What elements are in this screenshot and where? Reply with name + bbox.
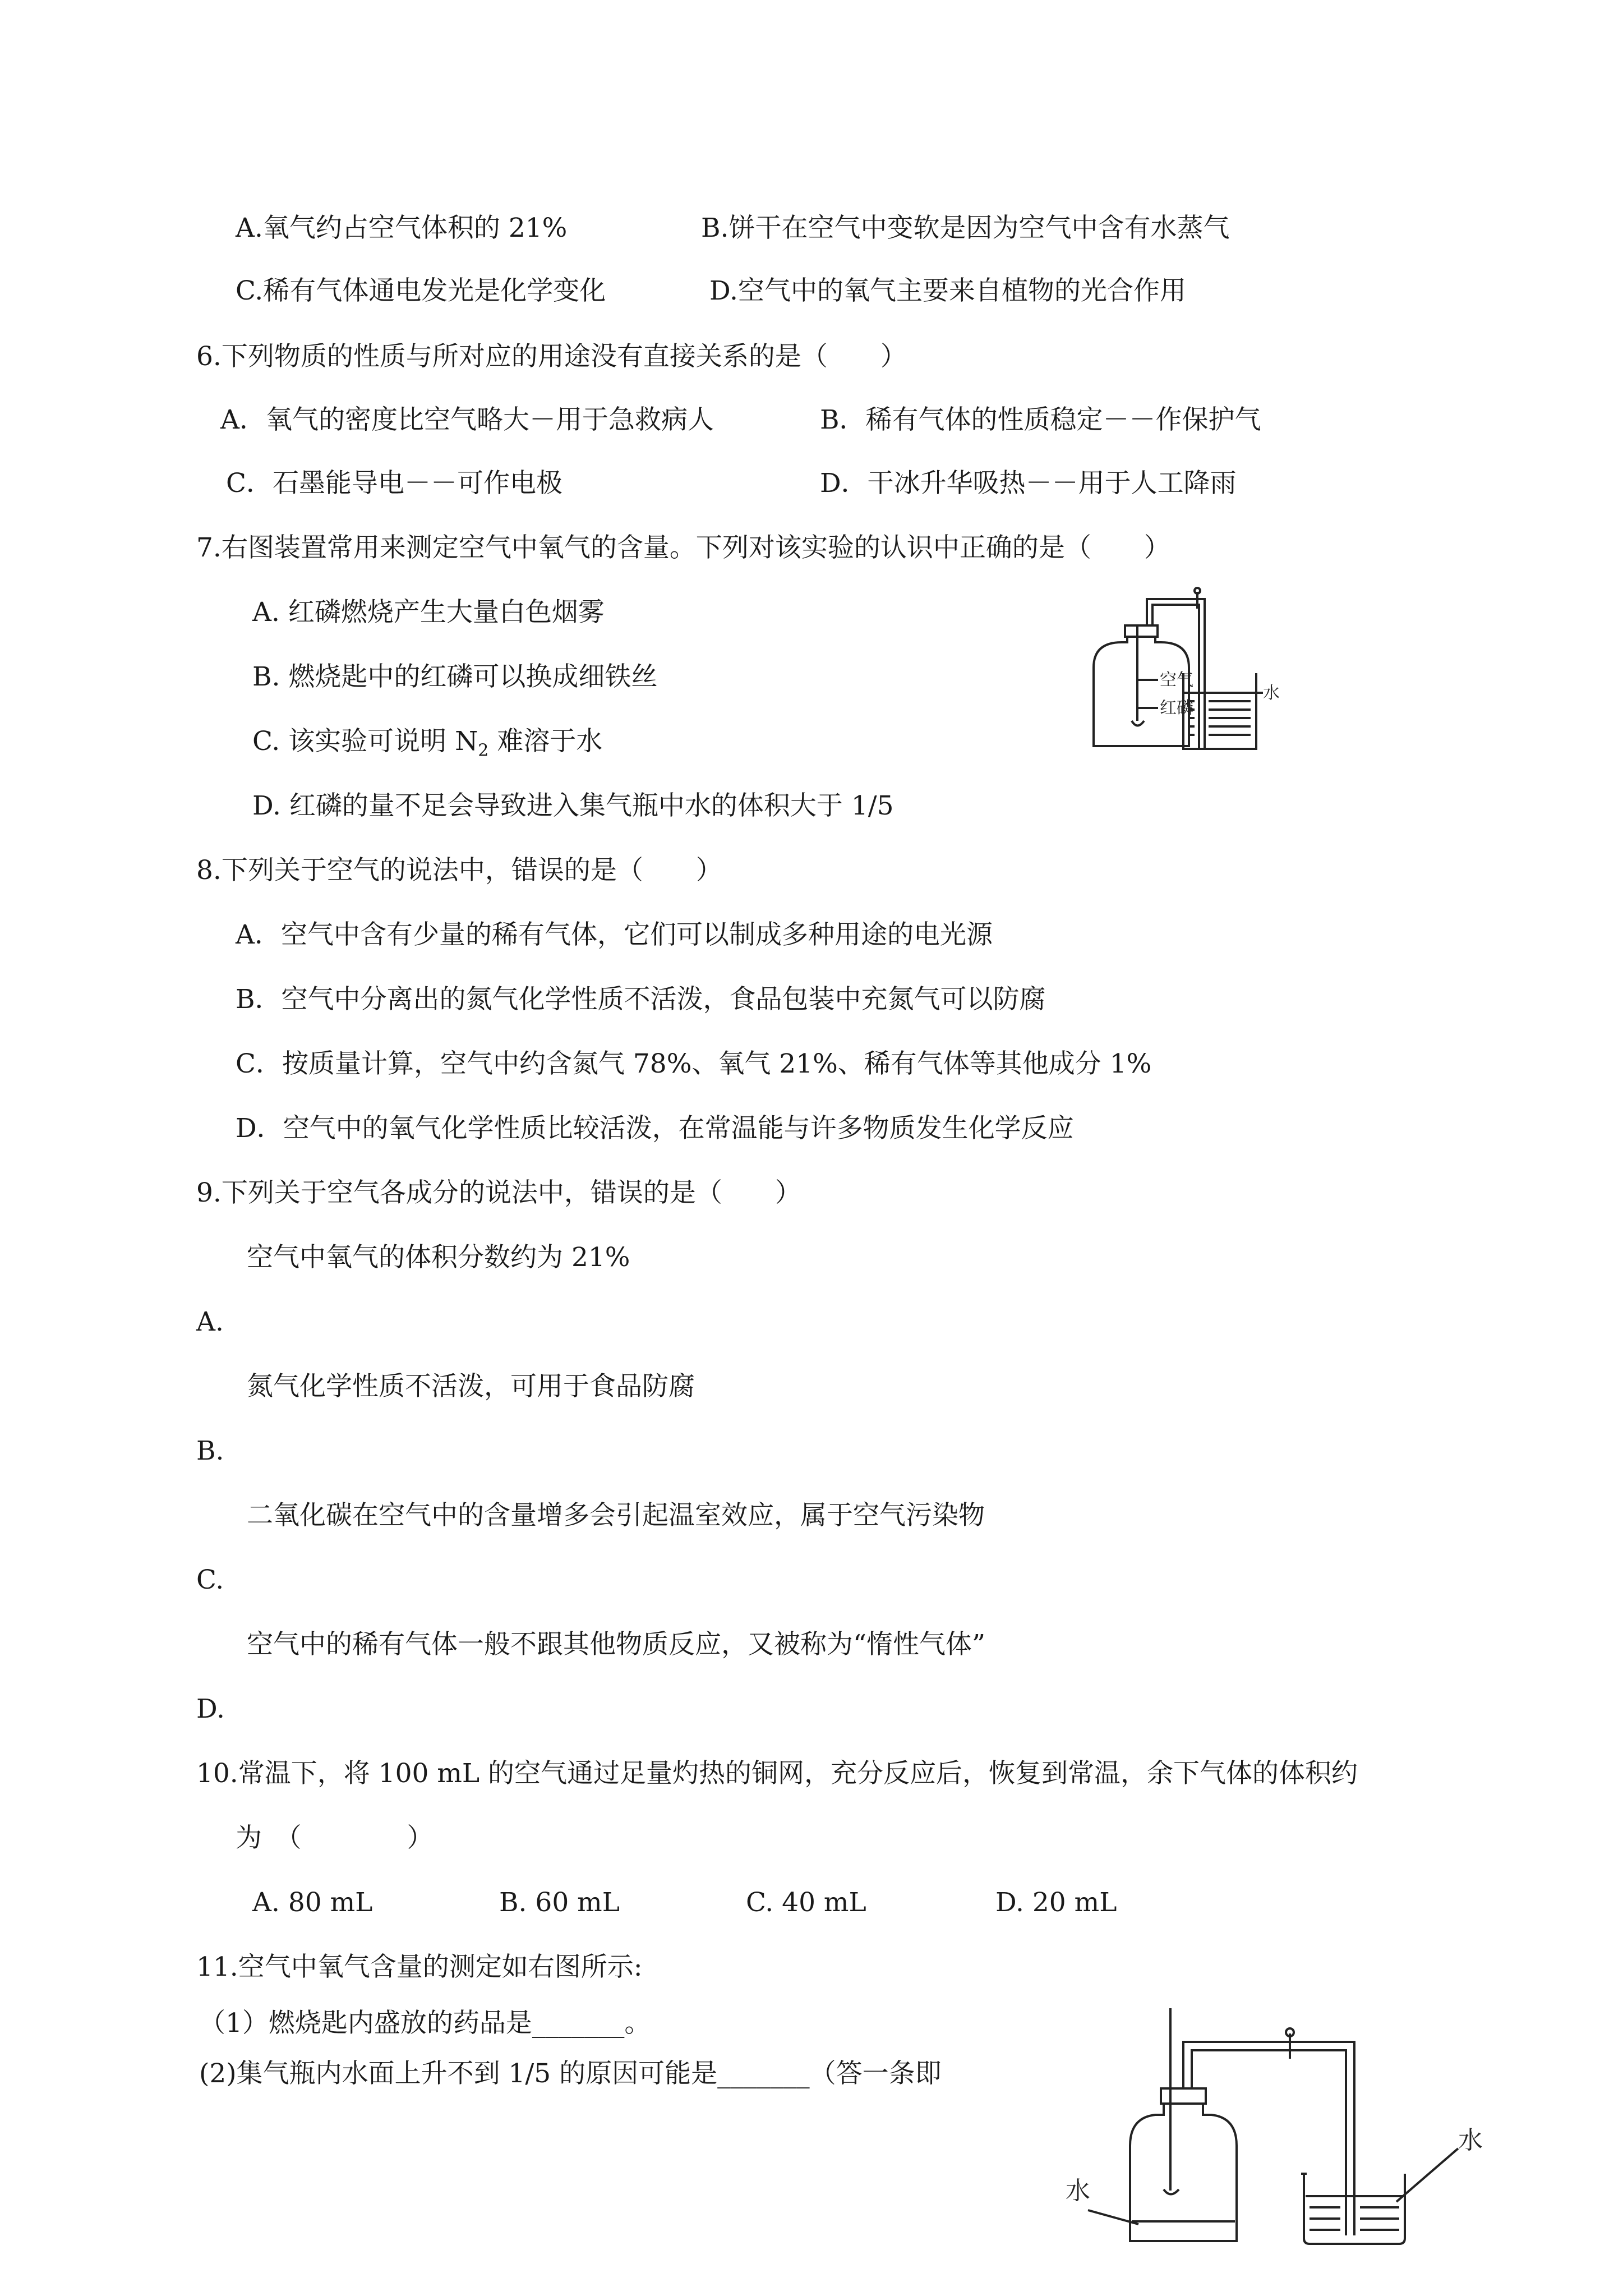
q9-option-d-text: 空气中的稀有气体一般不跟其他物质反应，又被称为“惰性气体”: [247, 1629, 986, 1660]
q7-option-c-subscript: 2: [478, 740, 489, 761]
q6-option-a: A．氧气的密度比空气略大－用于急救病人: [220, 404, 714, 435]
q11-fig-label-water-right: 水: [1458, 2126, 1483, 2155]
q8-stem: 8.下列关于空气的说法中，错误的是（ ）: [196, 855, 722, 886]
q7-fig-label-air: 空气: [1160, 670, 1193, 690]
q8-option-b: B．空气中分离出的氮气化学性质不活泼，食品包装中充氮气可以防腐: [236, 984, 1046, 1015]
q11-part2: (2)集气瓶内水面上升不到 1/5 的原因可能是_______（答一条即: [199, 2058, 942, 2089]
q5-option-c: C.稀有气体通电发光是化学变化: [236, 275, 606, 306]
q9-option-b-letter: B.: [196, 1435, 224, 1466]
q6-option-d: D．干冰升华吸热－－用于人工降雨: [820, 468, 1237, 499]
q7-fig-label-water: 水: [1263, 683, 1280, 703]
q10-option-c: C. 40 mL: [746, 1887, 866, 1918]
q10-option-d: D. 20 mL: [995, 1887, 1117, 1918]
q10-stem-line2: 为 （ ）: [236, 1823, 434, 1853]
q6-option-c: C．石墨能导电－－可作电极: [226, 468, 562, 499]
q7-option-c-post: 难溶于水: [488, 726, 603, 757]
q7-apparatus-figure: [1082, 583, 1464, 752]
q7-option-c-pre: C. 该实验可说明 N: [252, 726, 478, 757]
q7-option-a: A. 红磷燃烧产生大量白色烟雾: [252, 597, 605, 628]
q6-option-b: B．稀有气体的性质稳定－－作保护气: [820, 404, 1261, 435]
q6-stem: 6.下列物质的性质与所对应的用途没有直接关系的是（ ）: [196, 341, 907, 372]
q11-apparatus-figure: [1054, 2005, 1514, 2247]
q8-option-c: C．按质量计算，空气中约含氮气 78%、氧气 21%、稀有气体等其他成分 1%: [236, 1048, 1152, 1079]
q8-option-a: A．空气中含有少量的稀有气体，它们可以制成多种用途的电光源: [236, 919, 993, 950]
q7-stem: 7.右图装置常用来测定空气中氧气的含量。下列对该实验的认识中正确的是（ ）: [196, 532, 1170, 563]
q5-option-a: A.氧气约占空气体积的 21%: [236, 213, 568, 243]
q7-option-b: B. 燃烧匙中的红磷可以换成细铁丝: [252, 661, 658, 692]
q10-option-b: B. 60 mL: [499, 1887, 620, 1918]
q9-option-a-text: 空气中氧气的体积分数约为 21%: [247, 1242, 630, 1273]
q11-fig-label-water-left: 水: [1066, 2177, 1090, 2205]
q5-option-d: D.空气中的氧气主要来自植物的光合作用: [709, 275, 1186, 306]
q9-option-b-text: 氮气化学性质不活泼，可用于食品防腐: [247, 1371, 695, 1402]
q7-option-c: [252, 728, 602, 759]
q9-option-c-letter: C.: [196, 1565, 224, 1595]
q9-option-d-letter: D.: [196, 1694, 225, 1724]
q8-option-d: D．空气中的氧气化学性质比较活泼，在常温能与许多物质发生化学反应: [236, 1113, 1074, 1144]
q9-stem: 9.下列关于空气各成分的说法中，错误的是（ ）: [196, 1177, 801, 1208]
q5-option-b: B.饼干在空气中变软是因为空气中含有水蒸气: [701, 213, 1230, 243]
q7-fig-label-phosphorus: 红磷: [1160, 698, 1193, 718]
q10-stem-line1: 10.常温下，将 100 mL 的空气通过足量灼热的铜网，充分反应后，恢复到常温，余下气体的体积约: [196, 1758, 1358, 1789]
q7-option-d: D. 红磷的量不足会导致进入集气瓶中水的体积大于 1/5: [252, 790, 894, 821]
q9-option-a-letter: A.: [196, 1306, 224, 1337]
q11-part1: （1）燃烧匙内盛放的药品是_______。: [199, 2008, 651, 2039]
q9-option-c-text: 二氧化碳在空气中的含量增多会引起温室效应，属于空气污染物: [247, 1500, 985, 1531]
q10-option-a: A. 80 mL: [252, 1887, 373, 1918]
q11-stem: 11.空气中氧气含量的测定如右图所示:: [196, 1952, 643, 1982]
